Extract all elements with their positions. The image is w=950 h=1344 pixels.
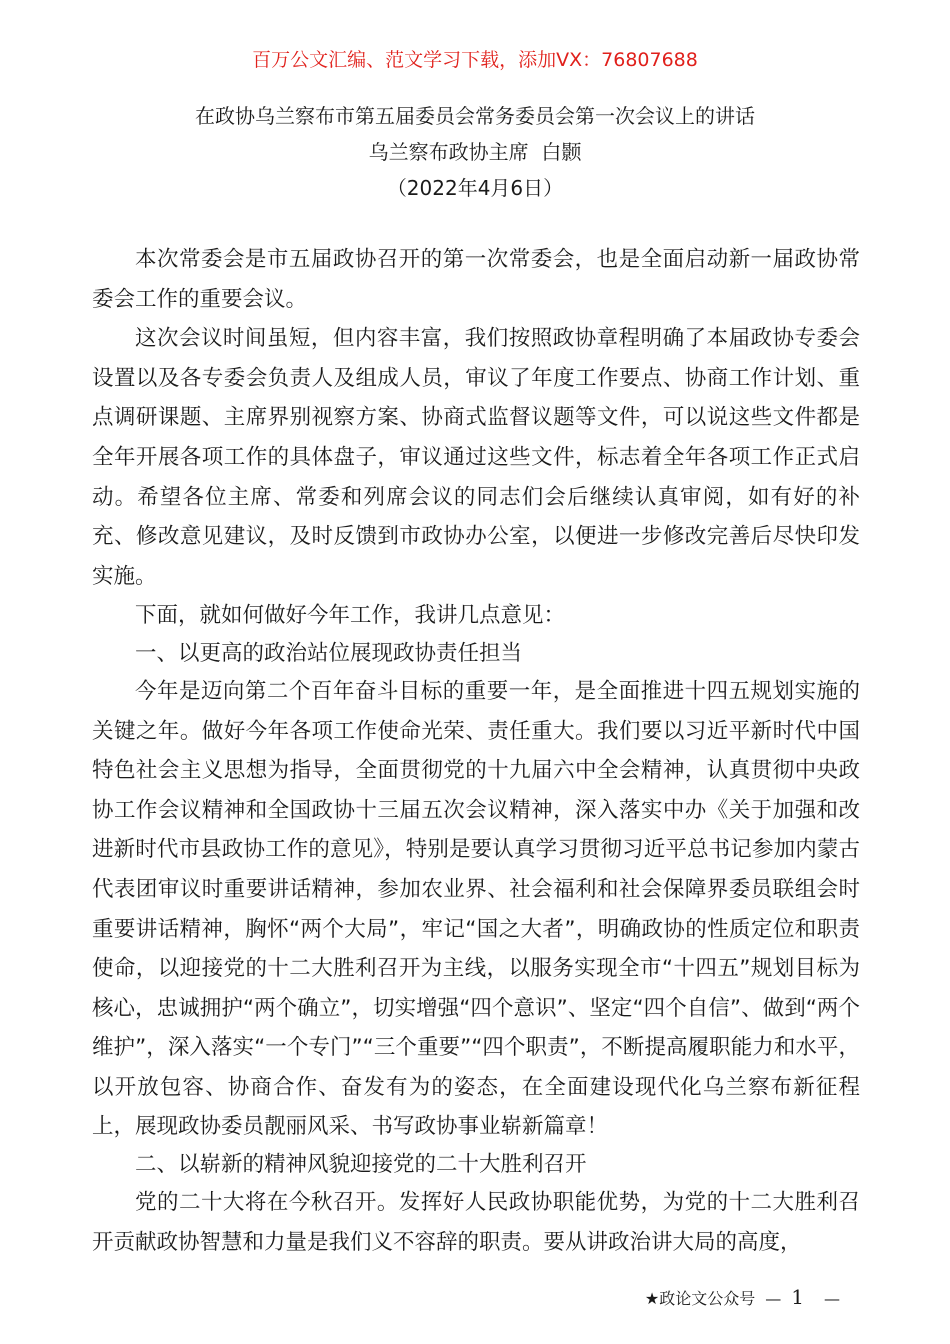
paragraph: 这次会议时间虽短，但内容丰富，我们按照政协章程明确了本届政协专委会设置以及各专委会负责人及组成人员，审议了年度工作要点、协商工作计划、重点调研课题、主席界别视察方案、协商式监督议题等文件，可以说这些文件都是全年开展各项工作的具体盘子，审议通过这些文件，标志着全年各项工作正式启动。希望各位主席、常委和列席会议的同志们会后继续认真审阅，如有好的补充、修改意见建议，及时反馈到市政协办公室，以便进一步修改完善后尽快印发实施。 [92, 326, 860, 589]
paragraph: 下面，就如何做好今年工作，我讲几点意见： [135, 603, 566, 629]
document-body [92, 240, 860, 1262]
page-number: 1 [791, 1285, 804, 1309]
speech-date: （2022年4月6日） [386, 176, 564, 200]
title-block [0, 98, 950, 206]
footer-dash-right: — [824, 1289, 840, 1308]
paragraph: 今年是迈向第二个百年奋斗目标的重要一年，是全面推进十四五规划实施的关键之年。做好今年各项工作使命光荣、责任重大。我们要以习近平新时代中国特色社会主义思想为指导，全面贯彻党的十九届六中全会精神，认真贯彻中央政协工作会议精神和全国政协十三届五次会议精神，深入落实中办《关于加强和改进新时代市县政协工作的意见》，特别是要认真学习贯彻习近平总书记参加内蒙古代表团审议时重要讲话精神，参加农业界、社会福利和社会保障界委员联组会时重要讲话精神，胸怀“两个大局”，牢记“国之大者”，明确政协的性质定位和职责使命，以迎接党的十二大胜利召开为主线，以服务实现全市“十四五”规划目标为核心，忠诚拥护“两个确立”，切实增强“四个意识”、坚定“四个自信”、做到“两个维护”，深入落实“一个专门”“三个重要”“四个职责”，不断提高履职能力和水平，以开放包容、协商合作、奋发有为的姿态，在全面建设现代化乌兰察布新征程上，展现政协委员靓丽风采、书写政协事业崭新篇章！ [92, 678, 860, 1140]
paragraph: 党的二十大将在今秋召开。发挥好人民政协职能优势，为党的十二大胜利召开贡献政协智慧和力量是我们义不容辞的职责。要从讲政治讲大局的高度， [92, 1190, 860, 1255]
page-footer [645, 1286, 840, 1310]
paragraph: 本次常委会是市五届政协召开的第一次常委会，也是全面启动新一届政协常委会工作的重要会议。 [92, 247, 860, 312]
section-heading: 二、以崭新的精神风貌迎接党的二十大胜利召开 [135, 1152, 587, 1178]
speaker-line: 乌兰察布政协主席 白颢 [368, 140, 582, 164]
document-title: 在政协乌兰察布市第五届委员会常务委员会第一次会议上的讲话 [195, 104, 755, 128]
section-heading: 一、以更高的政治站位展现政协责任担当 [135, 640, 523, 666]
promo-banner: 百万公文汇编、范文学习下载，添加VX：76807688 [252, 49, 698, 71]
footer-source: ★政论文公众号 [644, 1289, 756, 1308]
footer-dash-left: — [765, 1289, 782, 1308]
